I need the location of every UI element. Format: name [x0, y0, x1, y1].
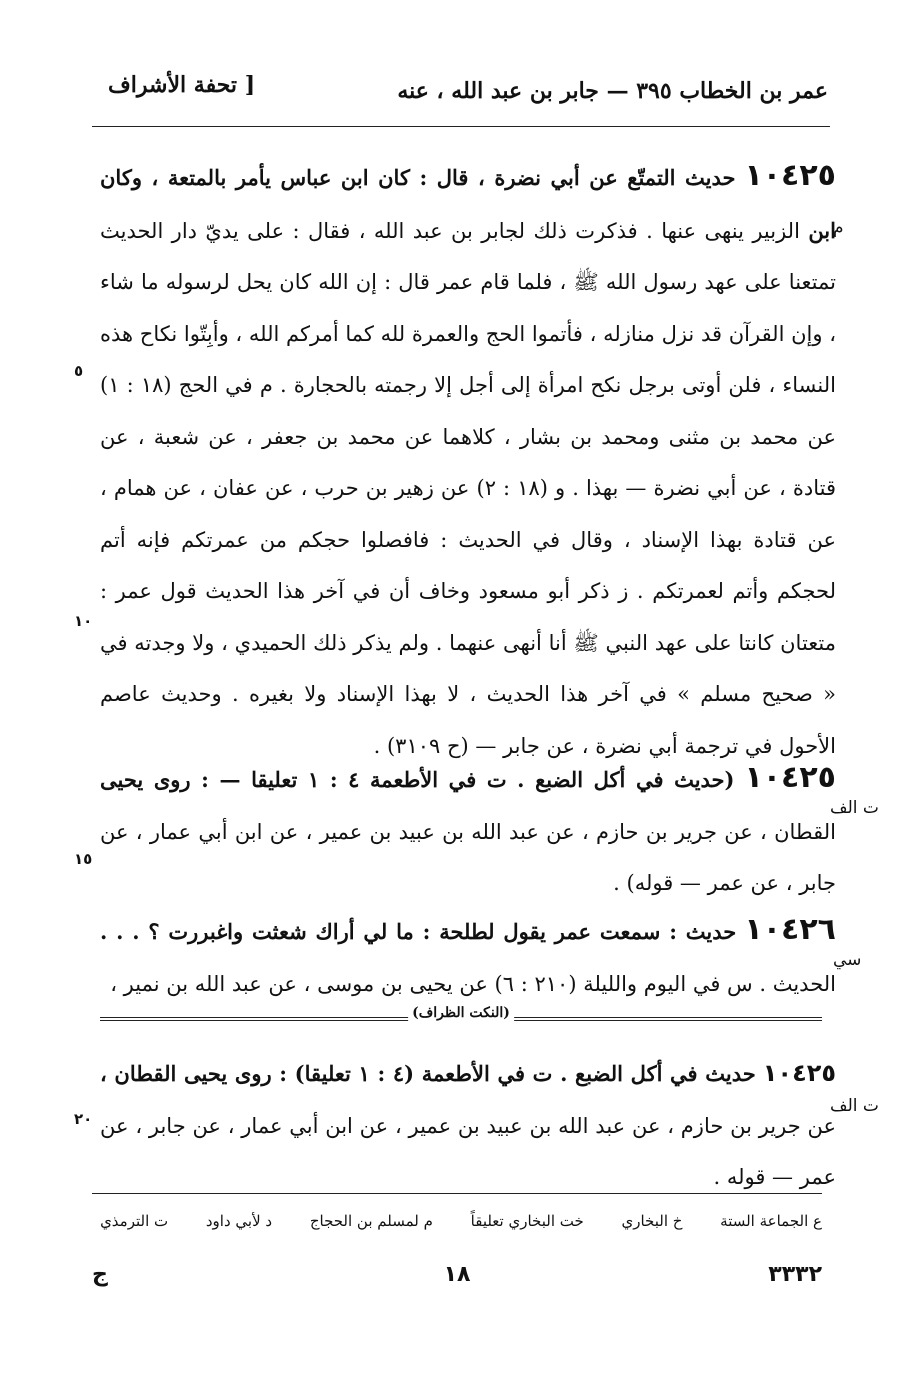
hadith-number: ١٠٤٢٥	[744, 158, 836, 193]
entry-line: النساء ، فلن أوتى برجل نكح امرأة إلى أجل إلا رجمته بالحجارة . م في الحج (١٨ : ١)	[100, 373, 836, 397]
source-siglum: ت الف	[830, 1096, 879, 1116]
entry-line: « صحيح مسلم » في آخر هذا الحديث ، لا بهذا الإسناد ولا بغيره . وحديث عاصم	[100, 682, 836, 706]
source-siglum: سي	[833, 950, 862, 970]
header-divider	[92, 126, 830, 127]
page-footer	[92, 1262, 822, 1292]
entry-line: عن أبي نضرة — بهذا . و (١٨ : ٢) عن زهير بن حرب ، عن عفان ، عن همام ، عن	[100, 476, 836, 552]
abbreviation-item: د لأبي داود	[205, 1212, 273, 1230]
line-number: ٢٠	[74, 1110, 93, 1128]
volume-page-number: ٣٣٣٢	[768, 1262, 822, 1287]
line-number: ٥	[74, 362, 84, 380]
abbreviation-item: ع الجماعة الستة	[720, 1212, 822, 1230]
running-header	[108, 72, 828, 112]
entry-line: الحديث . س في اليوم والليلة (٢١٠ : ٦) عن يحيى بن موسى ، عن عبد الله بن نمير ،	[110, 971, 836, 996]
entry-line: حديث : سمعت عمر يقول لطلحة : ما لي أراك شعثت واغبررت ؟ . . .	[100, 919, 737, 944]
entry-line: القرآن قد نزل منازله ، فأتموا الحج والعمرة لله كما أمركم الله ، وأبِتّوا نكاح هذه	[100, 321, 785, 346]
abbreviation-item: خ البخاري	[621, 1212, 683, 1230]
hadith-number: ١٠٤٢٥	[762, 1059, 837, 1087]
footer-divider	[92, 1193, 822, 1194]
header-title: عمر بن الخطاب ٣٩٥ — جابر بن عبد الله ، عنه	[397, 78, 828, 104]
header-book-title: [ تحفة الأشراف	[108, 72, 256, 98]
hadith-number: ١٠٤٢٦	[744, 912, 836, 947]
entry-line: جابر ، عن عمر — قوله) .	[613, 871, 836, 895]
hadith-number: ١٠٤٢٥	[744, 760, 836, 795]
entry-line: حديث في أكل الضبع . ت في الأطعمة (٤ : ١ تعليقا) : روى يحيى القطان ،	[100, 1061, 756, 1086]
page-number: ١٨	[443, 1262, 471, 1287]
section-separator	[100, 1005, 822, 1027]
entry-line: كانتا على عهد النبي ﷺ أنا أنهى عنهما . ولم يذكر ذلك الحميدي ، ولا وجدته في	[100, 630, 774, 655]
separator-label: (النكت الظراف)	[408, 1005, 514, 1021]
line-number: ١٥	[74, 850, 93, 868]
entry-line: الزبير ينهى عنها . فذكرت ذلك لجابر بن عبد الله ، فقال : على يديّ دار الحديث تمتعنا	[100, 218, 836, 294]
line-number: ١٠	[74, 612, 93, 630]
abbreviation-item: خت البخاري تعليقاً	[470, 1212, 584, 1230]
entry-line: عن جرير بن حازم ، عن عبد الله بن عبيد بن عمير ، عن ابن أبي عمار ، عن جابر ،	[135, 1113, 836, 1138]
entry-line: حديث التمتّع عن أبي نضرة ، قال : كان ابن عباس يأمر بالمتعة ، وكان ابن	[100, 165, 836, 243]
abbreviation-item: م لمسلم بن الحجاج	[309, 1212, 433, 1230]
abbreviation-key	[100, 1212, 822, 1230]
entry-line: عن عمر — قوله .	[100, 1113, 836, 1189]
entry-line: وأتم لعمرتكم . ز ذكر أبو مسعود وخاف أن في آخر هذا الحديث قول عمر : متعتان	[100, 579, 836, 655]
source-siglum: ت الف	[830, 798, 879, 818]
entry-line: (حديث في أكل الضبع . ت في الأطعمة ٤ : ١ تعليقا — : روى يحيى	[100, 767, 735, 792]
hadith-entry	[100, 752, 836, 910]
hadith-entry	[100, 904, 836, 1010]
entry-line: الأحول في ترجمة أبي نضرة ، عن جابر — (ح ٣١٠٩) .	[373, 733, 836, 758]
entry-line: قتادة بهذا الإسناد ، وقال في الحديث : فافصلوا حجكم من عمرتكم فإنه أتم لحجكم	[100, 527, 836, 603]
volume-letter: ج	[92, 1262, 108, 1287]
nukat-entry	[100, 1048, 836, 1204]
entry-line: القطان ، عن جرير بن حازم ، عن عبد الله بن عبيد بن عمير ، عن ابن أبي عمار ، عن	[100, 819, 836, 844]
hadith-entry	[100, 150, 836, 772]
entry-line: عن محمد بن مثنى ومحمد بن بشار ، كلاهما عن محمد بن جعفر ، عن شعبة ، عن قتادة ،	[100, 424, 836, 500]
source-siglum: م	[833, 218, 844, 238]
abbreviation-item: ت الترمذي	[100, 1212, 169, 1230]
entry-line: على عهد رسول الله ﷺ ، فلما قام عمر قال : إن الله كان يحل لرسوله ما شاء ، وإن	[100, 270, 836, 346]
